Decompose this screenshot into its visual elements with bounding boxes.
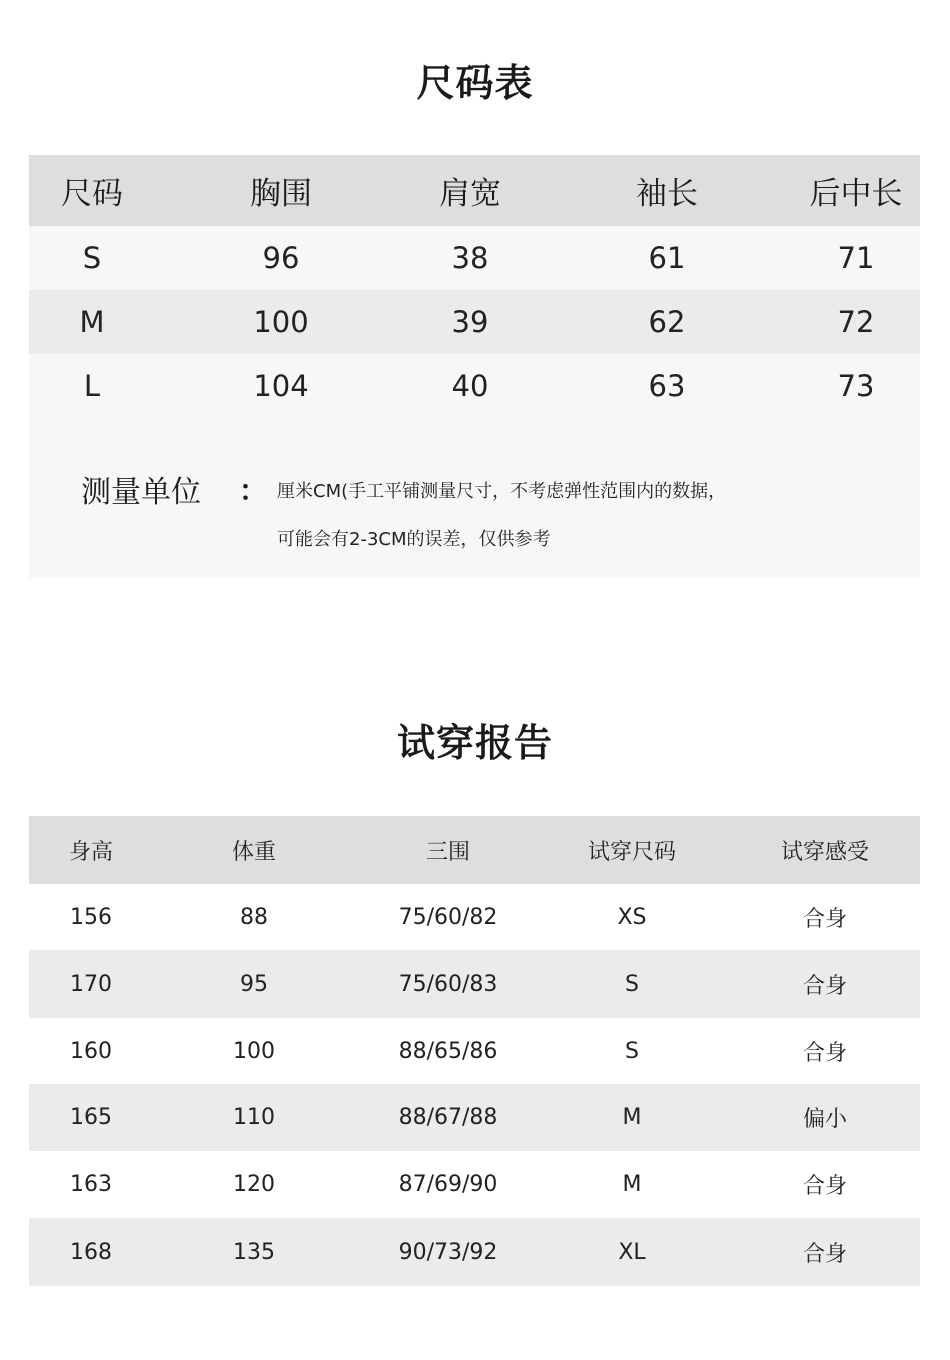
measurement-unit-label: 测量单位 (81, 475, 201, 510)
fit-report-row (29, 1018, 920, 1084)
size-header-chest: 胸围 (250, 176, 312, 212)
fit-header-measurements: 三围 (425, 839, 470, 865)
size-header-shoulder: 肩宽 (439, 176, 501, 212)
size-cell: S (82, 241, 102, 275)
chest-cell: 100 (253, 305, 309, 339)
sleeve-cell: 62 (648, 305, 686, 339)
size-chart-row (29, 354, 920, 418)
measurements-cell: 88/65/86 (398, 1038, 498, 1064)
height-cell: 156 (70, 904, 112, 930)
feel-cell: 合身 (802, 906, 847, 932)
feel-cell: 合身 (802, 1241, 847, 1267)
feel-cell: 合身 (802, 973, 847, 999)
size-cell: M (622, 1105, 642, 1130)
shoulder-cell: 38 (451, 241, 489, 275)
size-cell: XL (618, 1239, 646, 1265)
measurements-cell: 75/60/83 (398, 971, 498, 997)
size-chart-title: 尺码表 (416, 61, 534, 105)
fit-header-size: 试穿尺码 (587, 839, 676, 865)
size-chart-header-row (29, 155, 920, 226)
weight-cell: 100 (233, 1038, 275, 1064)
feel-cell: 偏小 (802, 1107, 847, 1132)
measurement-note-line-1: 厘米CM(手工平铺测量尺寸，不考虑弹性范围内的数据， (277, 481, 727, 502)
size-chart-row (29, 290, 920, 354)
weight-cell: 110 (233, 1105, 275, 1130)
height-cell: 163 (70, 1172, 112, 1197)
size-chart-row (29, 226, 920, 290)
measurements-cell: 87/69/90 (398, 1172, 498, 1197)
shoulder-cell: 40 (451, 369, 489, 403)
weight-cell: 120 (233, 1172, 275, 1197)
fit-header-height: 身高 (68, 839, 113, 865)
fit-report-row (29, 1151, 920, 1218)
fit-report-table (29, 816, 920, 1286)
sleeve-cell: 63 (648, 369, 686, 403)
sleeve-cell: 61 (648, 241, 686, 275)
chest-cell: 104 (253, 369, 309, 403)
size-header-size: 尺码 (61, 176, 123, 212)
fit-header-feel: 试穿感受 (780, 839, 869, 865)
shoulder-cell: 39 (451, 305, 489, 339)
fit-report-title: 试穿报告 (396, 721, 553, 765)
weight-cell: 95 (240, 971, 268, 997)
size-header-back-length: 后中长 (809, 176, 903, 212)
weight-cell: 88 (240, 904, 268, 930)
size-cell: S (625, 1038, 639, 1064)
weight-cell: 135 (233, 1239, 275, 1265)
size-header-sleeve: 袖长 (636, 176, 698, 212)
measurements-cell: 88/67/88 (398, 1105, 498, 1130)
fit-report-row (29, 1218, 920, 1286)
height-cell: 160 (70, 1038, 112, 1064)
measurement-unit-colon: ： (239, 474, 268, 507)
size-cell: L (83, 369, 101, 403)
chest-cell: 96 (262, 241, 300, 275)
fit-report-row (29, 884, 920, 950)
size-chart-table (29, 155, 920, 578)
height-cell: 168 (70, 1239, 112, 1265)
fit-report-row (29, 950, 920, 1018)
measurement-note-line-2: 可能会有2-3CM的误差，仅供参考 (277, 529, 551, 550)
back-length-cell: 73 (837, 369, 875, 403)
size-cell: S (625, 971, 639, 997)
size-cell: M (79, 305, 105, 339)
fit-report-row (29, 1084, 920, 1151)
feel-cell: 合身 (802, 1040, 847, 1066)
fit-report-header-row (29, 816, 920, 884)
height-cell: 165 (70, 1105, 112, 1130)
height-cell: 170 (70, 971, 112, 997)
measurements-cell: 90/73/92 (398, 1239, 498, 1265)
back-length-cell: 72 (837, 305, 875, 339)
fit-header-weight: 体重 (231, 839, 276, 865)
measurements-cell: 75/60/82 (398, 904, 498, 930)
size-cell: M (622, 1172, 642, 1197)
feel-cell: 合身 (802, 1174, 847, 1199)
back-length-cell: 71 (837, 241, 875, 275)
size-cell: XS (617, 904, 647, 930)
